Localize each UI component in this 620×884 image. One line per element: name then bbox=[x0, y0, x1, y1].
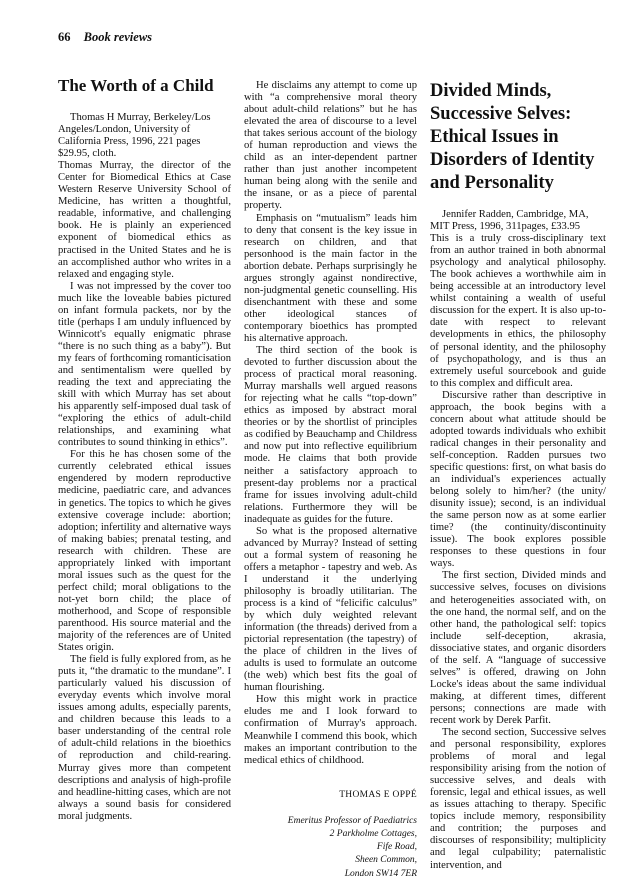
review-paragraph: Emphasis on “mutualism” leads him to deny that consent is the key issue in research on children, and that personhood is the main factor in the abortion debate. Perhaps surprisingly he argues strongly against nondirective, non-judgmental genetic counselling. His disenchantment with these and some other ideological stances of contemporary bioethics has prompted his alternative approach. bbox=[244, 212, 417, 344]
running-head bbox=[58, 30, 152, 45]
affiliation-line: 2 Parkholme Cottages, bbox=[329, 828, 417, 839]
book-citation: Jennifer Radden, Cambridge, MA, MIT Press, 1996, 311pages, £33.95 bbox=[430, 209, 589, 233]
affiliation-line: London SW14 7ER bbox=[344, 868, 417, 879]
column-3 bbox=[430, 80, 606, 872]
review-paragraph: How this might work in practice eludes me and I look forward to confirmation of Murray's approach. Meanwhile I commend this book, which makes an important contribution to the medical ethics of childhood. bbox=[244, 694, 417, 766]
review-paragraph: The second section, Successive selves and personal responsibility, explores problems of moral and legal responsibility arising from the notion of successive selves, and deals with forensic, legal and ethical issues, as well as issues attaching to therapy. Specific topics include memory, responsibility and contrition; the purposes and discourses of responsibility; multiplicity and legal culpability; paternalistic intervention, and bbox=[430, 727, 606, 871]
book-citation: Thomas H Murray, Berkeley/Los Angeles/London, University of California Press, 1996, 221 pages $29.95, cloth. bbox=[58, 112, 211, 160]
review-paragraph: The field is fully explored from, as he puts it, “the dramatic to the mundane”. I particularly valued his discussion of everyday events which involve moral issues among adults, especially parents, and children because this leads to a baser understanding of the central role of adult-child relations in the bioethics of reproduction and child-rearing. Murray gives more than competent descriptions and analysis of high-profile and headline-hitting cases, which are not always a sound basis for considered moral judgments. bbox=[58, 654, 231, 822]
column-2 bbox=[244, 80, 417, 881]
affiliation-line: Fife Road, bbox=[376, 842, 417, 853]
review-paragraph: For this he has chosen some of the currently celebrated ethical issues engendered by modern reproductive medicine, paediatric care, and advances in genetics. The topics to which he gives extensive coverage include: abortion; adoption; infertility and alternative ways of making babies; prenatal testing, and research with children. These are appropriately linked with important moral issues such as the quest for the perfect child; moral obligations to the not-yet born child; the place of motherhood, and Scope of responsible parenthood. His source material and the majority of the references are of United States origin. bbox=[58, 449, 231, 654]
review-paragraph: Discursive rather than descriptive in approach, the book begins with a concern about what attitude should be adopted towards individuals who exhibit radical changes in their personality and self-conception. Radden pursues two specific questions: first, on what basis do an individual's experiences actually belong solely to him/her? (the unity/ disunity issue); second, is an individual the same person now as at some earlier time? (the continuity/discontinuity issue). The book explores possible responses to these questions in four ways. bbox=[430, 389, 606, 570]
review-paragraph: He disclaims any attempt to come up with “a comprehensive moral theory about adult-child relations” but he has elevated the area of discourse to a level that takes serious account of the biology of human reproduction and views the child as an inter-dependent partner rather than just another incompetent human being along with the senile and the insane, or as a piece of parental property. bbox=[244, 80, 417, 212]
review-paragraph: Thomas Murray, the director of the Center for Biomedical Ethics at Case Western Reserve University School of Medicine, has written a thoughtful, readable, informative, and challenging book. He is plainly an experienced exponent of biomedical ethics as practised in the United States and he is an accomplished author who writes in a relaxed and engaging style. bbox=[58, 160, 231, 280]
affiliation-line: Sheen Common, bbox=[355, 855, 417, 866]
section-title: Book reviews bbox=[83, 30, 153, 44]
review-paragraph: This is a truly cross-disciplinary text from an author trained in both abnormal psychology and analytical philosophy. The book achieves a worthwhile aim in being accessible at an introductory level whilst containing a wealth of useful discussion for the expert. It is also up-to-date with respect to relevant developments in ethics, the philosophy of personal identity, and the philosophy of psychopathology, and is thus an extremely useful sourcebook and guide to this complex and difficult area. bbox=[430, 233, 606, 389]
affiliation-line: Emeritus Professor of Paediatrics bbox=[287, 815, 417, 826]
page-number: 66 bbox=[58, 30, 71, 44]
reviewer-name: THOMAS E OPPÉ bbox=[339, 789, 417, 800]
reviewer-affiliation bbox=[244, 815, 417, 881]
review-paragraph: The third section of the book is devoted to further discussion about the process of practical moral reasoning. Murray marshalls well argued reasons for rejecting what he calls “top-down” ethics as imposed by abstract moral theories or by the shortlist of principles as codified by Beauchamp and Childress and now put into reflective equilibrium mode. He claims that both provide neither a satisfactory approach to present-day problems nor a practical frame for issues involving adult-child relations. Furthermore they will be inadequate as guides for the future. bbox=[244, 345, 417, 525]
column-1 bbox=[58, 76, 231, 823]
review-title-divided-minds: Divided Minds, Successive Selves: Ethical Issues in Disorders of Identity and Personality bbox=[430, 81, 595, 193]
review-paragraph: I was not impressed by the cover too much like the loveable babies pictured on infant formula packets, nor by the title (perhaps I am unduly influenced by Winnicott's equally enigmatic phrase “there is no such thing as a baby”). But my fears of forthcoming romanticisation and sentimentalism were quelled by reading the text and appreciating the skill with which Murray has set about his apparently self-imposed dual task of “exploring the ethics of adult-child relationships, and examining what contributes to sound thinking in ethics”. bbox=[58, 280, 231, 449]
review-title-worth-of-a-child: The Worth of a Child bbox=[58, 76, 214, 95]
review-paragraph: So what is the proposed alternative advanced by Murray? Instead of setting out a formal system of reasoning he offers a metaphor - tapestry and web. As I understand it the underlying philosophy is broadly utilitarian. The process is a kind of “felicific calculus” by which duly weighted relevant information (the threads) derived from a pictorial representation (the tapestry) of the place of children in the lives of adults is used to formulate an outcome (the web) which best fits the goal of human flourishing. bbox=[244, 525, 417, 694]
review-paragraph: The first section, Divided minds and successive selves, focuses on divisions and heterogeneities associated with, on the one hand, the normal self, and on the other hand, the pathological self: topics include self-deception, akrasia, dissociative states, and organic disorders of the self. A “language of successive selves” is offered, drawing on John Locke's ideas about the same individual making, at different times, different persons; connections are made with recent work by Derek Parfit. bbox=[430, 570, 606, 726]
